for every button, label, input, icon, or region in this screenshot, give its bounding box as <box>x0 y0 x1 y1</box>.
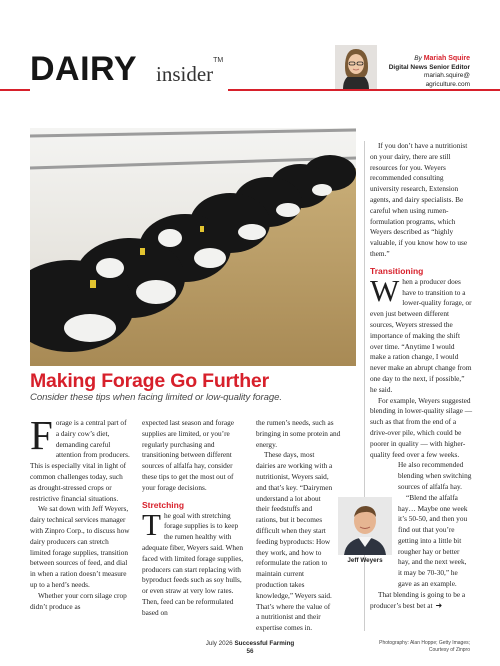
paragraph: That blending is going to be a producer’s best bet at ➜ <box>370 589 466 610</box>
column-brand: DAIRY <box>30 50 138 88</box>
author-email: mariah.squire@ agriculture.com <box>424 72 470 88</box>
author-photo <box>335 45 377 89</box>
article-deck: Consider these tips when facing limited or low-quality forage. <box>30 392 282 403</box>
header-rule-right <box>228 89 500 91</box>
header-rule-left <box>0 89 30 91</box>
section-subhead-stretching: Stretching <box>142 499 185 510</box>
right-arrow-icon: ➜ <box>435 600 443 610</box>
paragraph: expected last season and forage supplies are limited, or you’re regularly purchasing and transitioning between different sources of alfalfa hay, consider these tips to get the most out of your forage decisions. <box>142 418 234 492</box>
drop-cap: T <box>142 506 161 542</box>
byline: By Mariah Squire Digital News Senior Editor mariah.squire@ agriculture.com <box>388 55 470 88</box>
paragraph: When a producer does have to transition to a lower-quality forage, or even just between different sources, Weyers stressed the importance of making the shift over time. “Anytime I would make a ration change, I would never make an abrupt change from one day to the next, if possible,” he said. <box>370 272 472 394</box>
hero-photo-cows <box>30 128 356 366</box>
photo-credits: Photography: Alan Hoppe; Getty Images; Courtesy of Zinpro <box>379 640 470 653</box>
paragraph: the rumen’s needs, such as bringing in some protein and energy. <box>256 418 341 449</box>
paragraph: “Blend the alfalfa hay… Maybe one week it’s 50-50, and then you find out that you’re getting into a little bit rougher hay or better hay, and the next week, it may be 70-30,” he gave as an example. <box>398 492 468 589</box>
column-subbrand: insider™ <box>156 57 224 86</box>
paragraph: The goal with stretching forage supplies is to keep the rumen healthy with adequate fiber, Weyers said. When faced with limited forage supplies, producers can start replacing with byproduct feeds such as soy hulls, or even straw at very low rates. Then, feed can be reformulated based on <box>142 506 244 617</box>
page-number: 56 <box>246 648 254 655</box>
trademark: TM <box>213 57 224 64</box>
article-column-2 <box>142 418 244 619</box>
section-subhead-transitioning: Transitioning <box>370 265 424 276</box>
page-header <box>0 0 500 96</box>
drop-cap: W <box>370 272 400 308</box>
paragraph: These days, most dairies are working with a nutritionist, Weyers said, and that’s key. “Dairymen understand a lot about their feedstuffs and rations, but it becomes difficult when they start feeding byproducts: How they work, and how to reformulate the ration to maintain current production takes knowledge,” Weyers said. That’s where the value of a nutritionist and their expertise comes in. <box>256 450 333 633</box>
author-name: Mariah Squire <box>423 55 470 62</box>
paragraph: Forage is a central part of a dairy cow’s diet, demanding careful attention from producers. This is especially vital in light of common challenges today, such as drought-stressed crops or restrictive financial situations. <box>30 412 130 503</box>
drop-cap: F <box>30 412 53 458</box>
inset-photo <box>338 497 392 567</box>
jeff-weyers-photo <box>338 497 392 555</box>
author-title: Digital News Senior Editor <box>388 63 470 71</box>
paragraph: Whether your corn silage crop didn’t produce as <box>30 590 127 611</box>
page-footer <box>0 640 500 666</box>
article-headline: Making Forage Go Further <box>30 370 269 392</box>
paragraph: We sat down with Jeff Weyers, dairy technical services manager with Zinpro Corp., to discuss how dairy producers can stretch limited forage supplies, transition between sources of feed, and dial in when a ration doesn’t measure up to a herd’s needs. <box>30 504 130 589</box>
photo-caption: Jeff Weyers <box>347 557 383 564</box>
article-column-1 <box>30 412 130 612</box>
paragraph: If you don’t have a nutritionist on your dairy, there are still resources for you. Weyers recommended consulting university research, Extension agents, and dairy specialists. Be careful when using rumen-formulation programs, which Weyers described as “highly valuable, if you know how to use them.” <box>370 141 468 258</box>
folio: July 2026 Successful Farming 56 <box>0 640 500 656</box>
paragraph: He also recommended blending when switching sources of alfalfa hay. <box>398 460 472 491</box>
paragraph: For example, Weyers suggested blending in lower-quality silage — such as that from the end of a drive-over pile, which could be poorer in quality — with higher-quality feed over a few weeks. <box>370 395 472 459</box>
